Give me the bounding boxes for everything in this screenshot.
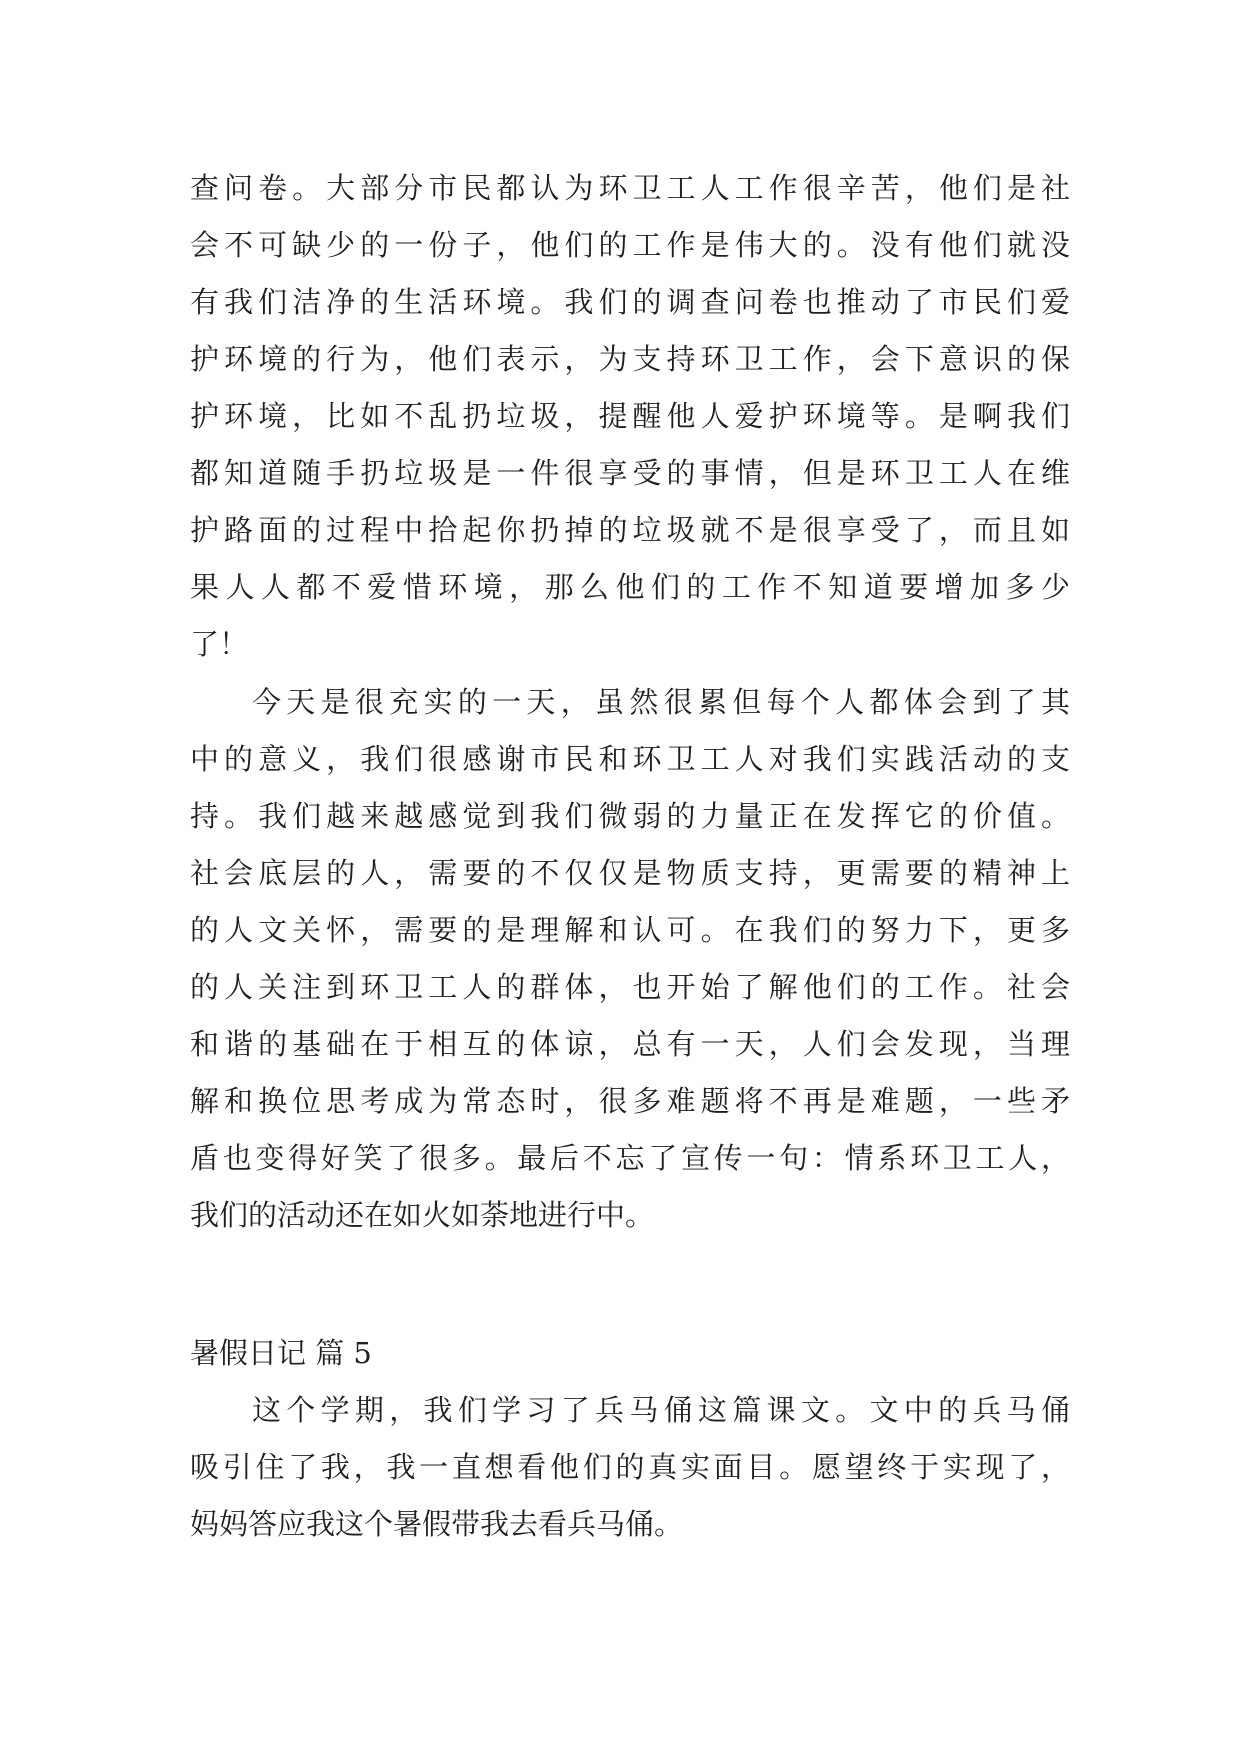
paragraph-line: 果人人都不爱惜环境，那么他们的工作不知道要增加多少 <box>190 570 1070 604</box>
paragraph-line: 有我们洁净的生活环境。我们的调查问卷也推动了市民们爱 <box>190 285 1070 319</box>
paragraph-line: 吸引住了我，我一直想看他们的真实面目。愿望终于实现了， <box>190 1450 1070 1484</box>
section-5 <box>190 1325 1070 1553</box>
paragraph-line: 今天是很充实的一天，虽然很累但每个人都体会到了其 <box>252 685 1070 719</box>
paragraph-line: 和谐的基础在于相互的体谅，总有一天，人们会发现，当理 <box>190 1027 1070 1061</box>
paragraph-line: 的人关注到环卫工人的群体，也开始了解他们的工作。社会 <box>190 970 1070 1004</box>
paragraph-line: 了！ <box>190 627 249 661</box>
paragraph-line: 社会底层的人，需要的不仅仅是物质支持，更需要的精神上 <box>190 856 1070 890</box>
paragraph-1 <box>190 160 1070 673</box>
paragraph-line: 解和换位思考成为常态时，很多难题将不再是难题，一些矛 <box>190 1084 1070 1118</box>
paragraph-line: 护路面的过程中拾起你扔掉的垃圾就不是很享受了，而且如 <box>190 513 1070 547</box>
paragraph-line: 护环境的行为，他们表示，为支持环卫工作，会下意识的保 <box>190 342 1070 376</box>
paragraph-line: 妈妈答应我这个暑假带我去看兵马俑。 <box>190 1507 684 1541</box>
paragraph-line: 这个学期，我们学习了兵马俑这篇课文。文中的兵马俑 <box>252 1393 1070 1427</box>
paragraph-line: 我们的活动还在如火如荼地进行中。 <box>190 1198 655 1232</box>
paragraph-line: 查问卷。大部分市民都认为环卫工人工作很辛苦，他们是社 <box>190 171 1070 205</box>
paragraph-line: 都知道随手扔垃圾是一件很享受的事情，但是环卫工人在维 <box>190 456 1070 490</box>
paragraph-line: 护环境，比如不乱扔垃圾，提醒他人爱护环境等。是啊我们 <box>190 399 1070 433</box>
paragraph-2 <box>190 674 1070 1244</box>
paragraph-line: 会不可缺少的一份子，他们的工作是伟大的。没有他们就没 <box>190 228 1070 262</box>
paragraph-line: 中的意义，我们很感谢市民和环卫工人对我们实践活动的支 <box>190 742 1070 776</box>
paragraph-line: 盾也变得好笑了很多。最后不忘了宣传一句：情系环卫工人， <box>190 1141 1070 1175</box>
paragraph-line: 的人文关怀，需要的是理解和认可。在我们的努力下，更多 <box>190 913 1070 947</box>
paragraph-line: 持。我们越来越感觉到我们微弱的力量正在发挥它的价值。 <box>190 799 1070 833</box>
section-heading: 暑假日记 篇 5 <box>190 1336 372 1370</box>
